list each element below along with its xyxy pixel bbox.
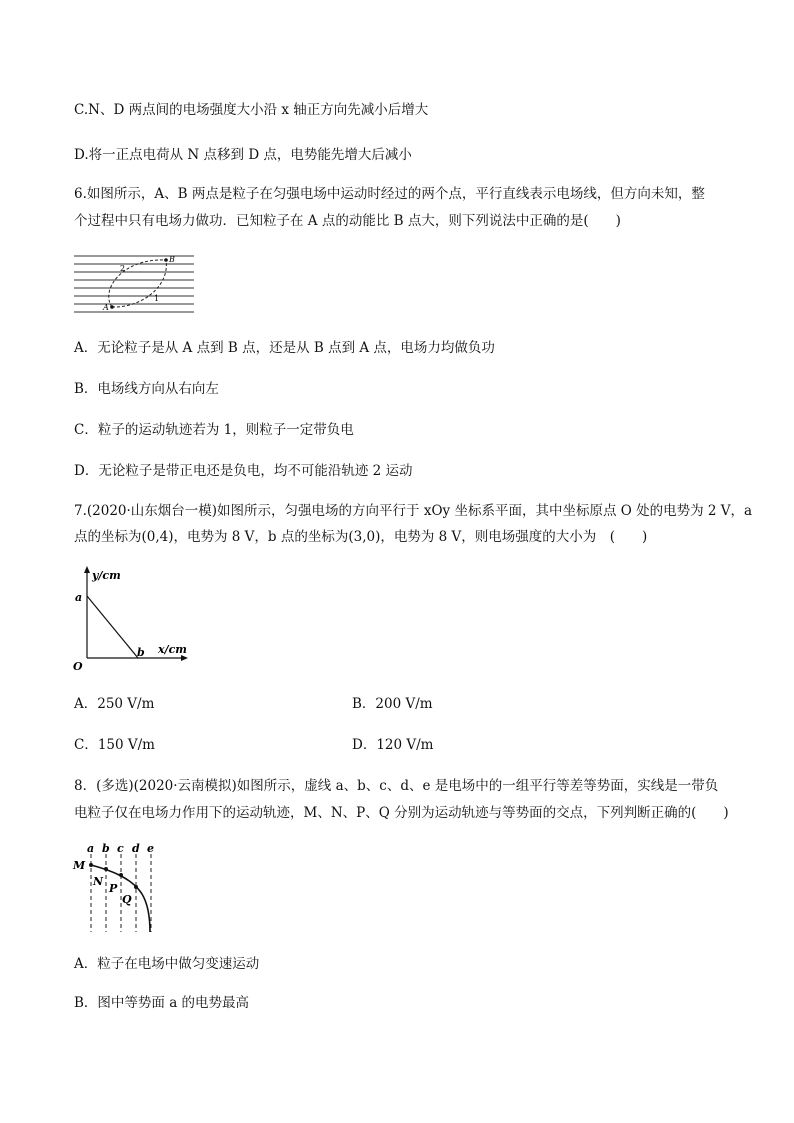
q8-label-a: a bbox=[87, 842, 95, 855]
q8-label-n: N bbox=[93, 875, 104, 888]
q8-label-m: M bbox=[73, 859, 86, 872]
q8-point-n bbox=[104, 867, 108, 871]
q7-option-c: C．150 V/m bbox=[74, 737, 155, 753]
q7-point-b-label: b bbox=[137, 646, 145, 659]
q7-origin-label: O bbox=[73, 660, 83, 672]
q7-point-a-label: a bbox=[75, 591, 83, 604]
q7-stem-line-1: 7.(2020·山东烟台一模)如图所示，匀强电场的方向平行于 xOy 坐标系平面，其中坐标原点 O 处的电势为 2 V，a bbox=[74, 503, 753, 519]
q8-stem-line-2: 电粒子仅在电场力作用下的运动轨迹，M、N、P、Q 分别为运动轨迹与等势面的交点，下列判断正确的( ) bbox=[74, 805, 729, 821]
q6-label-path-2: 2 bbox=[120, 264, 126, 273]
q7-x-axis-label: x/cm bbox=[158, 643, 187, 656]
q6-stem-line-1: 6.如图所示，A、B 两点是粒子在匀强电场中运动时经过的两个点，平行直线表示电场线，但方向未知，整 bbox=[74, 186, 705, 202]
q7-segment-ab bbox=[87, 596, 138, 658]
q8-point-m bbox=[89, 863, 93, 867]
q6-stem-line-2: 个过程中只有电场力做功．已知粒子在 A 点的动能比 B 点大，则下列说法中正确的是( ) bbox=[74, 213, 621, 229]
q7-option-b: B．200 V/m bbox=[352, 696, 433, 712]
q6-option-d: D．无论粒子是带正电还是负电，均不可能沿轨迹 2 运动 bbox=[74, 463, 413, 479]
q8-point-q bbox=[134, 885, 138, 889]
q8-option-a: A．粒子在电场中做匀变速运动 bbox=[74, 956, 260, 972]
q7-coordinate-figure bbox=[70, 564, 200, 672]
q6-point-a bbox=[110, 305, 114, 309]
q7-y-axis-label: y/cm bbox=[92, 569, 121, 582]
q6-label-path-1: 1 bbox=[154, 294, 160, 303]
q8-label-c: c bbox=[117, 842, 124, 855]
q8-label-p: P bbox=[109, 882, 118, 895]
q5-option-c: C.N、D 两点间的电场强度大小沿 x 轴正方向先减小后增大 bbox=[74, 102, 429, 118]
q6-label-b: B bbox=[169, 255, 175, 264]
q8-equipotential-figure bbox=[70, 842, 166, 934]
q7-option-a: A．250 V/m bbox=[74, 696, 155, 712]
q6-option-a: A．无论粒子是从 A 点到 B 点，还是从 B 点到 A 点，电场力均做负功 bbox=[74, 340, 495, 356]
q6-field-lines-figure bbox=[72, 250, 196, 316]
q6-label-a: A bbox=[103, 303, 109, 312]
q6-option-b: B．电场线方向从右向左 bbox=[74, 381, 219, 397]
q8-point-p bbox=[119, 873, 123, 877]
q8-option-b: B．图中等势面 a 的电势最高 bbox=[74, 995, 250, 1011]
q8-label-b: b bbox=[102, 842, 110, 855]
q8-label-q: Q bbox=[122, 893, 132, 906]
q8-label-e: e bbox=[147, 842, 154, 855]
q5-option-d: D.将一正点电荷从 N 点移到 D 点，电势能先增大后减小 bbox=[74, 147, 412, 163]
q6-point-b bbox=[164, 258, 168, 262]
q7-stem-line-2: 点的坐标为(0,4)，电势为 8 V，b 点的坐标为(3,0)，电势为 8 V，则电场强度的大小为 ( ) bbox=[74, 529, 648, 545]
q8-stem-line-1: 8．(多选)(2020·云南模拟)如图所示，虚线 a、b、c、d、e 是电场中的一组平行等差等势面，实线是一带负 bbox=[74, 778, 719, 794]
q7-option-d: D．120 V/m bbox=[352, 737, 434, 753]
q8-label-d: d bbox=[132, 842, 140, 855]
q6-option-c: C．粒子的运动轨迹若为 1，则粒子一定带负电 bbox=[74, 422, 354, 438]
